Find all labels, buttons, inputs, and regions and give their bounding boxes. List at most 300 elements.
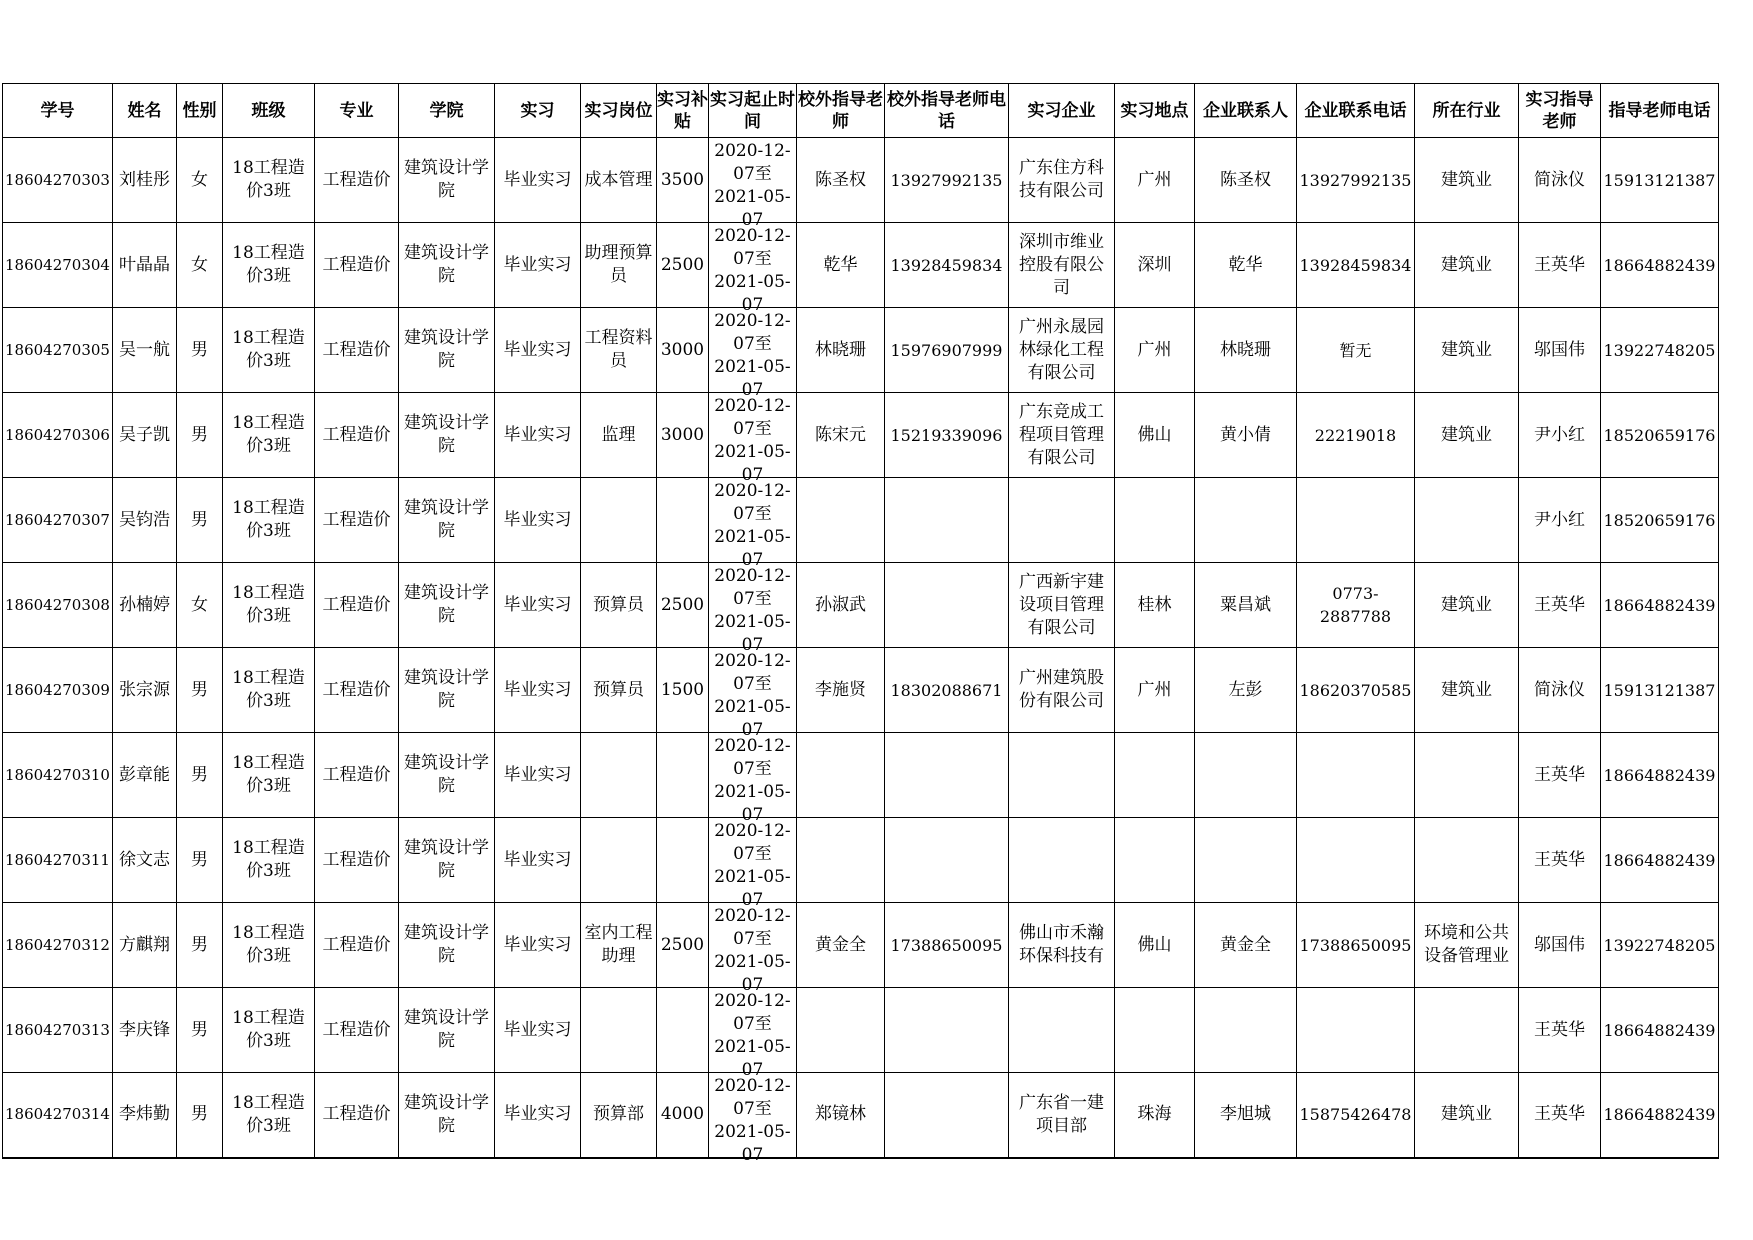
table-row xyxy=(3,818,1719,903)
cell-text: 王英华 xyxy=(1533,254,1585,275)
cell-company-contact-phone xyxy=(1296,1073,1414,1158)
cell-class xyxy=(222,733,314,818)
cell-external-mentor xyxy=(796,308,884,393)
cell-internship-advisor xyxy=(1518,648,1600,733)
header-college: 学院 xyxy=(398,84,494,138)
header-student-id: 学号 xyxy=(3,84,113,138)
cell-text: 王英华 xyxy=(1533,764,1585,785)
cell-internship-advisor xyxy=(1518,308,1600,393)
cell-company-contact xyxy=(1194,223,1296,308)
cell-company-contact-phone xyxy=(1296,393,1414,478)
cell-text: 13927992135 xyxy=(890,170,1003,190)
cell-text: 毕业实习 xyxy=(503,1104,572,1125)
cell-internship-advisor xyxy=(1518,393,1600,478)
cell-internship-location xyxy=(1114,478,1194,563)
cell-college xyxy=(398,308,494,393)
cell-advisor-phone xyxy=(1600,138,1718,223)
cell-text: 2500 xyxy=(660,254,705,275)
period-text: 2020-12-07至2021-05-07 xyxy=(714,311,791,400)
cell-advisor-phone xyxy=(1600,818,1718,903)
header-external-mentor: 校外指导老师 xyxy=(796,84,884,138)
cell-text: 简泳仪 xyxy=(1533,679,1585,700)
cell-college xyxy=(398,393,494,478)
cell-external-mentor xyxy=(796,818,884,903)
cell-company-contact-phone xyxy=(1296,648,1414,733)
cell-company-contact xyxy=(1194,138,1296,223)
cell-text: 男 xyxy=(190,849,208,870)
cell-text: 建筑设计学院 xyxy=(403,328,489,371)
cell-college xyxy=(398,563,494,648)
cell-advisor-phone xyxy=(1600,903,1718,988)
cell-industry xyxy=(1414,988,1518,1073)
cell-text: 毕业实习 xyxy=(503,934,572,955)
cell-college xyxy=(398,478,494,563)
cell-text: 18604270312 xyxy=(5,935,110,954)
cell-internship-location xyxy=(1114,1073,1194,1158)
cell-text: 建筑设计学院 xyxy=(403,158,489,201)
cell-text: 佛山 xyxy=(1137,424,1172,445)
cell-class xyxy=(222,308,314,393)
cell-student-id xyxy=(3,563,113,648)
cell-internship-period xyxy=(708,648,796,740)
cell-college xyxy=(398,903,494,988)
cell-text: 建筑业 xyxy=(1440,339,1492,360)
cell-internship-period xyxy=(708,733,796,825)
cell-internship-location xyxy=(1114,818,1194,903)
cell-text: 18工程造价3班 xyxy=(232,328,305,371)
cell-student-id xyxy=(3,733,113,818)
cell-text: 18604270306 xyxy=(5,425,110,444)
cell-text: 18664882439 xyxy=(1603,1105,1716,1125)
cell-internship-type xyxy=(494,308,580,393)
cell-text: 18工程造价3班 xyxy=(232,1008,305,1051)
cell-internship-type xyxy=(494,733,580,818)
cell-major xyxy=(314,138,398,223)
header-internship-location: 实习地点 xyxy=(1114,84,1194,138)
cell-internship-allowance xyxy=(656,1073,708,1158)
cell-gender xyxy=(176,733,222,818)
cell-college xyxy=(398,988,494,1073)
cell-text: 男 xyxy=(190,339,208,360)
cell-text: 男 xyxy=(190,1104,208,1125)
cell-text: 广东住方科技有限公司 xyxy=(1018,158,1104,201)
cell-college xyxy=(398,733,494,818)
cell-company-contact xyxy=(1194,988,1296,1073)
cell-text: 18620370585 xyxy=(1299,680,1412,700)
cell-internship-location xyxy=(1114,903,1194,988)
cell-text: 林晓珊 xyxy=(1219,339,1271,360)
cell-company-contact xyxy=(1194,1073,1296,1158)
cell-text: 王英华 xyxy=(1533,1019,1585,1040)
cell-text: 工程造价 xyxy=(322,934,391,955)
cell-name xyxy=(112,1073,176,1158)
cell-text: 彭章能 xyxy=(118,764,170,785)
table-row xyxy=(3,308,1719,393)
cell-internship-company xyxy=(1008,733,1114,818)
period-text: 2020-12-07至2021-05-07 xyxy=(714,226,791,315)
cell-gender xyxy=(176,563,222,648)
cell-external-mentor-phone xyxy=(884,903,1008,988)
cell-text: 13927992135 xyxy=(1299,170,1412,190)
cell-internship-allowance xyxy=(656,648,708,733)
cell-student-id xyxy=(3,478,113,563)
cell-text: 乾华 xyxy=(1228,254,1263,275)
cell-text: 毕业实习 xyxy=(503,849,572,870)
cell-text: 孙楠婷 xyxy=(118,594,170,615)
cell-internship-location xyxy=(1114,988,1194,1073)
header-major: 专业 xyxy=(314,84,398,138)
cell-internship-allowance xyxy=(656,223,708,308)
period-text: 2020-12-07至2021-05-07 xyxy=(714,906,791,995)
cell-text: 18工程造价3班 xyxy=(232,498,305,541)
cell-name xyxy=(112,903,176,988)
cell-text: 3000 xyxy=(660,339,705,360)
cell-external-mentor-phone xyxy=(884,138,1008,223)
cell-text: 建筑设计学院 xyxy=(403,668,489,711)
cell-text: 佛山 xyxy=(1137,934,1172,955)
cell-student-id xyxy=(3,818,113,903)
cell-major xyxy=(314,733,398,818)
cell-text: 4000 xyxy=(660,1104,705,1125)
header-internship-advisor: 实习指导老师 xyxy=(1518,84,1600,138)
cell-gender xyxy=(176,138,222,223)
cell-text: 18520659176 xyxy=(1603,425,1716,445)
cell-industry xyxy=(1414,733,1518,818)
cell-text: 环境和公共设备管理业 xyxy=(1423,923,1509,966)
cell-text: 0773-2887788 xyxy=(1319,584,1392,626)
cell-advisor-phone xyxy=(1600,563,1718,648)
cell-class xyxy=(222,818,314,903)
cell-text: 18604270311 xyxy=(5,850,110,869)
cell-student-id xyxy=(3,903,113,988)
cell-text: 建筑设计学院 xyxy=(403,413,489,456)
table-row xyxy=(3,223,1719,308)
cell-text: 毕业实习 xyxy=(503,339,572,360)
cell-external-mentor xyxy=(796,988,884,1073)
cell-text: 22219018 xyxy=(1314,425,1397,445)
cell-text: 工程造价 xyxy=(322,509,391,530)
cell-class xyxy=(222,988,314,1073)
cell-text: 监理 xyxy=(601,424,636,445)
header-internship-allowance: 实习补贴 xyxy=(656,84,708,138)
cell-text: 建筑设计学院 xyxy=(403,243,489,286)
cell-text: 15976907999 xyxy=(890,340,1003,360)
cell-advisor-phone xyxy=(1600,648,1718,733)
cell-name xyxy=(112,648,176,733)
cell-external-mentor xyxy=(796,138,884,223)
cell-major xyxy=(314,393,398,478)
header-company-contact: 企业联系人 xyxy=(1194,84,1296,138)
cell-text: 建筑业 xyxy=(1440,424,1492,445)
cell-internship-company xyxy=(1008,903,1114,988)
cell-text: 18工程造价3班 xyxy=(232,1092,305,1136)
cell-internship-type xyxy=(494,1073,580,1158)
cell-student-id xyxy=(3,223,113,308)
cell-text: 广州 xyxy=(1137,339,1172,360)
cell-text: 18664882439 xyxy=(1603,255,1716,275)
header-internship-position: 实习岗位 xyxy=(580,84,656,138)
cell-text: 建筑设计学院 xyxy=(403,1008,489,1051)
cell-internship-period xyxy=(708,903,796,995)
cell-external-mentor-phone xyxy=(884,818,1008,903)
cell-text: 2500 xyxy=(660,934,705,955)
cell-text: 刘桂彤 xyxy=(118,169,170,190)
cell-company-contact xyxy=(1194,733,1296,818)
cell-internship-allowance xyxy=(656,393,708,478)
cell-class xyxy=(222,903,314,988)
cell-industry xyxy=(1414,223,1518,308)
cell-text: 15913121387 xyxy=(1603,680,1716,700)
cell-text: 王英华 xyxy=(1533,849,1585,870)
cell-internship-location xyxy=(1114,223,1194,308)
cell-internship-allowance xyxy=(656,478,708,563)
cell-company-contact xyxy=(1194,818,1296,903)
cell-internship-position xyxy=(580,988,656,1073)
cell-text: 男 xyxy=(190,424,208,445)
cell-text: 18664882439 xyxy=(1603,850,1716,870)
cell-external-mentor-phone xyxy=(884,733,1008,818)
cell-text: 建筑业 xyxy=(1440,594,1492,615)
cell-company-contact xyxy=(1194,563,1296,648)
cell-industry xyxy=(1414,818,1518,903)
header-name: 姓名 xyxy=(112,84,176,138)
cell-text: 男 xyxy=(190,1019,208,1040)
cell-text: 暂无 xyxy=(1339,340,1372,360)
cell-internship-type xyxy=(494,223,580,308)
cell-text: 广西新宇建设项目管理有限公司 xyxy=(1018,571,1104,638)
cell-gender xyxy=(176,478,222,563)
cell-external-mentor xyxy=(796,733,884,818)
cell-text: 邬国伟 xyxy=(1533,339,1585,360)
cell-class xyxy=(222,138,314,223)
period-text: 2020-12-07至2021-05-07 xyxy=(714,736,791,825)
cell-internship-allowance xyxy=(656,988,708,1073)
cell-text: 女 xyxy=(190,594,208,615)
cell-internship-type xyxy=(494,988,580,1073)
cell-text: 预算员 xyxy=(592,594,644,615)
cell-internship-position xyxy=(580,223,656,308)
cell-text: 13922748205 xyxy=(1603,340,1716,360)
cell-gender xyxy=(176,903,222,988)
cell-industry xyxy=(1414,1073,1518,1158)
cell-class xyxy=(222,648,314,733)
cell-student-id xyxy=(3,988,113,1073)
cell-name xyxy=(112,478,176,563)
period-text: 2020-12-07至2021-05-07 xyxy=(714,1075,791,1165)
cell-text: 18604270313 xyxy=(5,1020,110,1039)
cell-internship-period xyxy=(708,223,796,315)
cell-text: 18302088671 xyxy=(890,680,1003,700)
cell-text: 2500 xyxy=(660,594,705,615)
cell-text: 林晓珊 xyxy=(814,339,866,360)
cell-internship-company xyxy=(1008,818,1114,903)
cell-text: 张宗源 xyxy=(118,679,170,700)
cell-class xyxy=(222,223,314,308)
cell-name xyxy=(112,308,176,393)
cell-industry xyxy=(1414,393,1518,478)
cell-text: 深圳 xyxy=(1137,254,1172,275)
cell-external-mentor xyxy=(796,563,884,648)
cell-text: 左彭 xyxy=(1228,679,1263,700)
cell-text: 17388650095 xyxy=(1299,935,1412,955)
cell-internship-position xyxy=(580,308,656,393)
cell-internship-location xyxy=(1114,393,1194,478)
cell-external-mentor-phone xyxy=(884,563,1008,648)
cell-text: 简泳仪 xyxy=(1533,169,1585,190)
cell-external-mentor xyxy=(796,223,884,308)
cell-internship-allowance xyxy=(656,138,708,223)
cell-text: 尹小红 xyxy=(1533,424,1585,445)
cell-internship-type xyxy=(494,478,580,563)
cell-company-contact xyxy=(1194,648,1296,733)
cell-text: 陈圣权 xyxy=(1219,169,1271,190)
cell-text: 18664882439 xyxy=(1603,1020,1716,1040)
cell-text: 建筑设计学院 xyxy=(403,838,489,881)
cell-internship-allowance xyxy=(656,818,708,903)
cell-text: 13928459834 xyxy=(1299,255,1412,275)
cell-internship-period xyxy=(708,138,796,230)
cell-internship-period xyxy=(708,478,796,570)
cell-text: 17388650095 xyxy=(890,935,1003,955)
cell-student-id xyxy=(3,138,113,223)
cell-college xyxy=(398,138,494,223)
cell-text: 广州 xyxy=(1137,679,1172,700)
cell-internship-period xyxy=(708,308,796,400)
cell-text: 粟昌斌 xyxy=(1219,594,1271,615)
cell-company-contact xyxy=(1194,478,1296,563)
cell-company-contact-phone xyxy=(1296,733,1414,818)
cell-gender xyxy=(176,818,222,903)
cell-internship-type xyxy=(494,393,580,478)
cell-industry xyxy=(1414,563,1518,648)
cell-major xyxy=(314,308,398,393)
cell-text: 15219339096 xyxy=(890,425,1003,445)
cell-text: 郑镜林 xyxy=(814,1104,866,1125)
cell-text: 工程造价 xyxy=(322,594,391,615)
cell-text: 李旭城 xyxy=(1219,1104,1271,1125)
cell-internship-period xyxy=(708,818,796,910)
period-text: 2020-12-07至2021-05-07 xyxy=(714,396,791,485)
cell-text: 毕业实习 xyxy=(503,254,572,275)
cell-internship-advisor xyxy=(1518,818,1600,903)
cell-student-id xyxy=(3,393,113,478)
cell-internship-allowance xyxy=(656,733,708,818)
cell-major xyxy=(314,478,398,563)
cell-gender xyxy=(176,648,222,733)
cell-text: 工程造价 xyxy=(322,339,391,360)
cell-internship-company xyxy=(1008,393,1114,478)
cell-text: 尹小红 xyxy=(1533,509,1585,530)
cell-major xyxy=(314,903,398,988)
cell-internship-type xyxy=(494,138,580,223)
cell-company-contact xyxy=(1194,308,1296,393)
cell-major xyxy=(314,988,398,1073)
cell-text: 徐文志 xyxy=(118,849,170,870)
cell-internship-type xyxy=(494,648,580,733)
cell-text: 18工程造价3班 xyxy=(232,838,305,881)
cell-text: 18604270308 xyxy=(5,595,110,614)
cell-text: 工程造价 xyxy=(322,1019,391,1040)
cell-major xyxy=(314,818,398,903)
cell-text: 黄金全 xyxy=(814,934,866,955)
cell-company-contact-phone xyxy=(1296,478,1414,563)
cell-text: 毕业实习 xyxy=(503,424,572,445)
cell-internship-period xyxy=(708,988,796,1080)
cell-internship-company xyxy=(1008,1073,1114,1158)
cell-internship-advisor xyxy=(1518,988,1600,1073)
cell-major xyxy=(314,1073,398,1158)
cell-industry xyxy=(1414,308,1518,393)
cell-internship-allowance xyxy=(656,308,708,393)
cell-internship-advisor xyxy=(1518,138,1600,223)
header-internship-period: 实习起止时间 xyxy=(708,84,796,138)
cell-external-mentor-phone xyxy=(884,393,1008,478)
cell-text: 建筑设计学院 xyxy=(403,923,489,966)
header-class: 班级 xyxy=(222,84,314,138)
period-text: 2020-12-07至2021-05-07 xyxy=(714,651,791,740)
cell-internship-advisor xyxy=(1518,223,1600,308)
cell-name xyxy=(112,818,176,903)
cell-text: 黄小倩 xyxy=(1219,424,1271,445)
cell-company-contact-phone xyxy=(1296,903,1414,988)
cell-text: 建筑设计学院 xyxy=(403,583,489,626)
table-row xyxy=(3,988,1719,1073)
cell-internship-advisor xyxy=(1518,733,1600,818)
cell-text: 男 xyxy=(190,764,208,785)
cell-text: 18604270305 xyxy=(5,340,110,359)
cell-text: 18工程造价3班 xyxy=(232,583,305,626)
cell-text: 18604270307 xyxy=(5,510,110,529)
header-row xyxy=(3,84,1719,138)
cell-text: 王英华 xyxy=(1533,1104,1585,1125)
cell-text: 18工程造价3班 xyxy=(232,243,305,286)
cell-text: 毕业实习 xyxy=(503,1019,572,1040)
cell-text: 建筑业 xyxy=(1440,1104,1492,1125)
cell-internship-position xyxy=(580,478,656,563)
table-row xyxy=(3,903,1719,988)
cell-text: 工程造价 xyxy=(322,254,391,275)
cell-text: 广东省一建项目部 xyxy=(1018,1092,1104,1136)
cell-text: 方麒翔 xyxy=(118,934,170,955)
cell-text: 桂林 xyxy=(1137,594,1172,615)
cell-name xyxy=(112,223,176,308)
cell-text: 毕业实习 xyxy=(503,509,572,530)
cell-text: 18604270304 xyxy=(5,255,110,274)
cell-text: 18520659176 xyxy=(1603,510,1716,530)
cell-external-mentor xyxy=(796,903,884,988)
cell-text: 1500 xyxy=(660,679,705,700)
cell-college xyxy=(398,648,494,733)
cell-text: 李庆锋 xyxy=(118,1019,170,1040)
cell-class xyxy=(222,393,314,478)
cell-text: 广州 xyxy=(1137,169,1172,190)
cell-external-mentor xyxy=(796,648,884,733)
cell-company-contact-phone xyxy=(1296,223,1414,308)
cell-external-mentor-phone xyxy=(884,308,1008,393)
internship-table xyxy=(2,83,1719,1165)
cell-internship-position xyxy=(580,1073,656,1158)
table-row xyxy=(3,733,1719,818)
cell-advisor-phone xyxy=(1600,988,1718,1073)
cell-industry xyxy=(1414,648,1518,733)
cell-gender xyxy=(176,1073,222,1158)
cell-industry xyxy=(1414,903,1518,988)
cell-major xyxy=(314,563,398,648)
cell-text: 工程造价 xyxy=(322,169,391,190)
cell-text: 吴钧浩 xyxy=(118,509,170,530)
cell-internship-type xyxy=(494,818,580,903)
cell-text: 吴一航 xyxy=(118,339,170,360)
